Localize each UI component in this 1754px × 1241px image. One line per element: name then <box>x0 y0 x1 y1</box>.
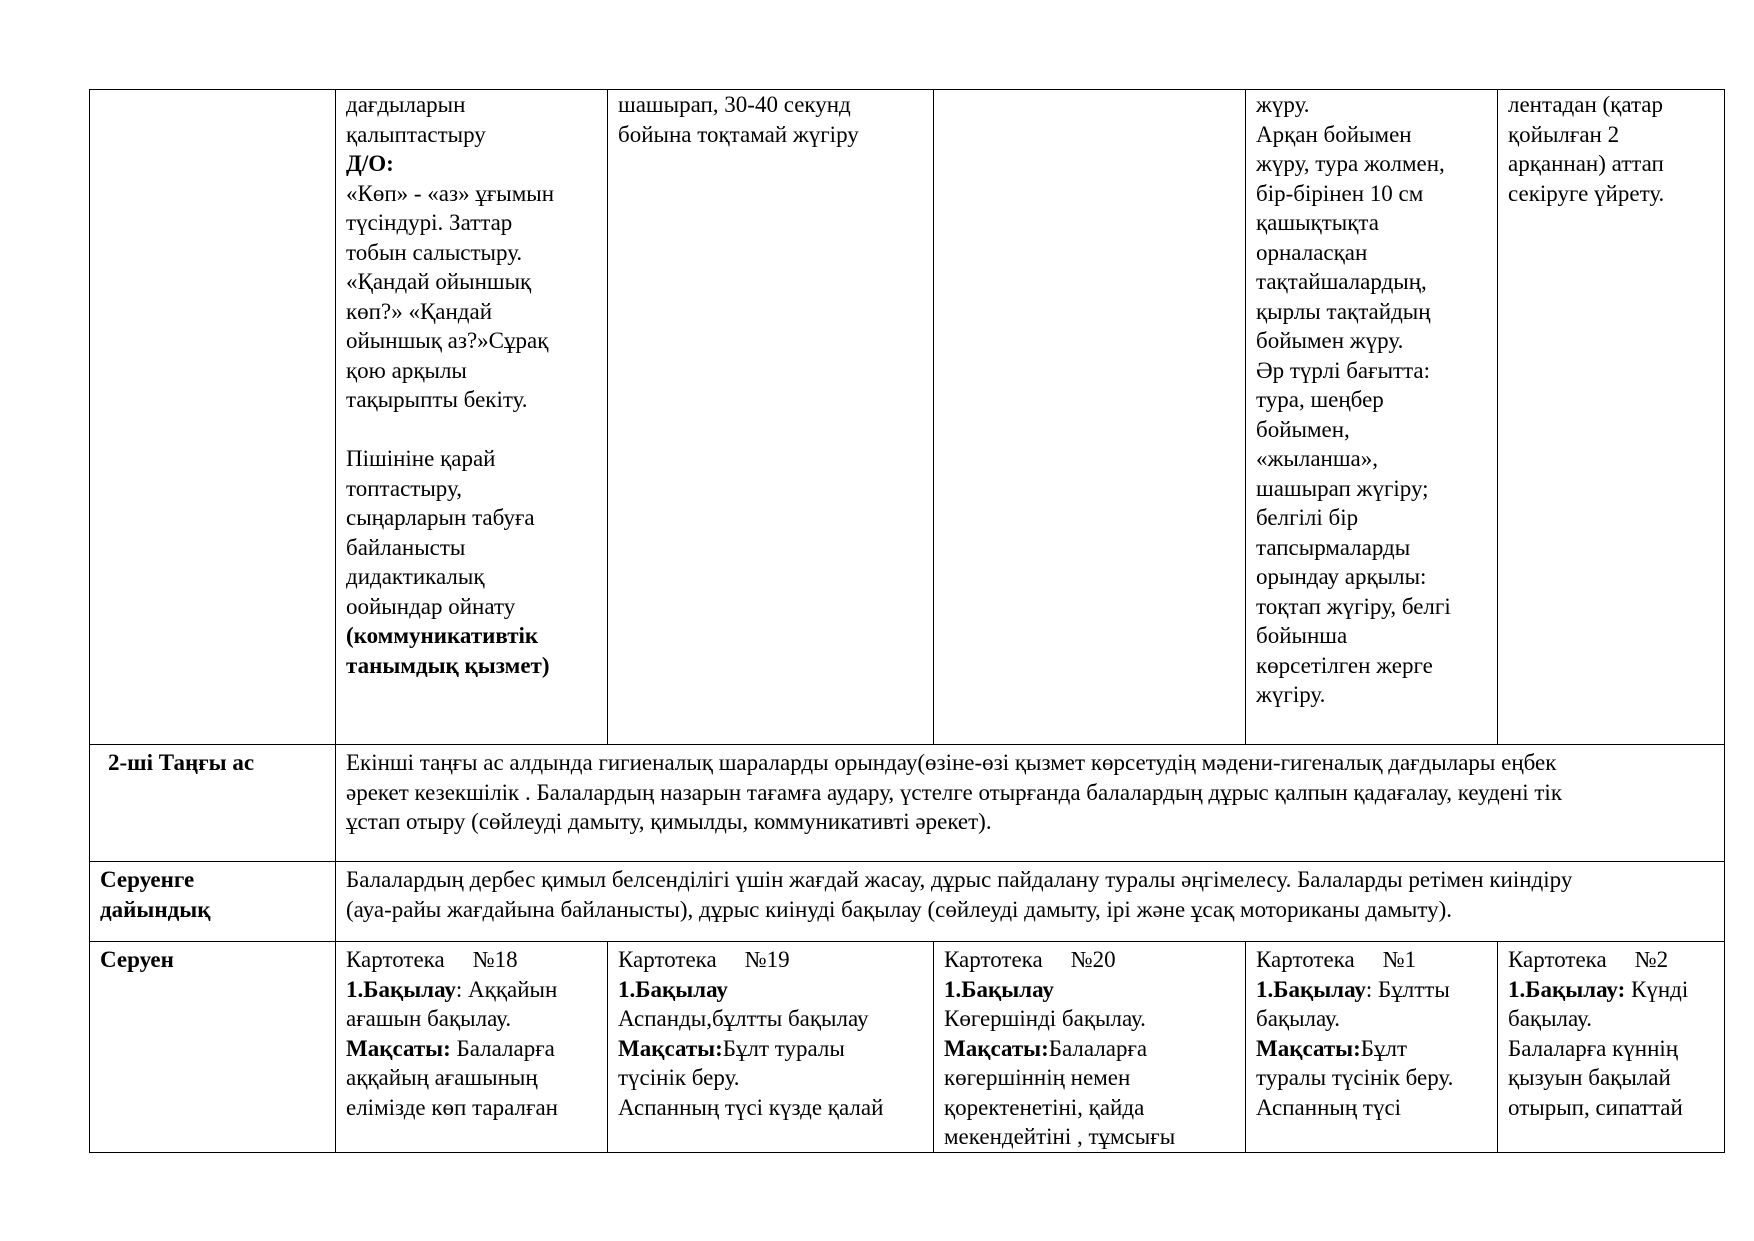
text-line: Пішініне қарай <box>346 446 496 471</box>
text-line: қашықтықта <box>1256 210 1379 235</box>
text-line: көрсетілген жерге <box>1256 652 1433 678</box>
text-line: ойыншық аз?»Сұрақ <box>346 328 549 353</box>
text-line: топтастыру, <box>346 475 462 501</box>
text-line: «Көп» - «аз» ұғымын <box>346 180 555 206</box>
table-row-second-breakfast <box>90 745 1725 862</box>
text-line: бақылау. <box>1256 1006 1341 1031</box>
text-line: байланысты <box>346 534 466 560</box>
text-line: қойылған 2 <box>1508 121 1620 147</box>
cell-walk-card-18 <box>336 942 608 1153</box>
text-line: бір-бірінен 10 см <box>1256 180 1424 206</box>
text-line: дағдыларын <box>346 92 466 117</box>
cell-r1-c2 <box>336 90 608 745</box>
text-line: тақтайшалардың, <box>1256 269 1427 294</box>
text-line: түсінік беру. <box>618 1065 740 1090</box>
text-line: ұстап отыру (сөйлеуді дамыту, қимылды, коммуникативті әрекет). <box>346 809 992 834</box>
text-line: тура, шеңбер <box>1256 387 1384 412</box>
card-header <box>618 945 923 975</box>
cell-r1-c5 <box>1246 90 1498 745</box>
observation-line <box>618 975 923 1005</box>
row-label-second-breakfast: 2-ші Таңғы ас <box>90 745 336 862</box>
observation-label: 1.Бақылау: <box>1508 976 1626 1002</box>
table-row-walk <box>90 942 1725 1153</box>
row-label-empty <box>90 90 336 745</box>
text-line: Көгершінді бақылау. <box>944 1006 1146 1031</box>
text-line: лентадан (қатар <box>1508 92 1663 117</box>
text-line: секіруге үйрету. <box>1508 180 1665 206</box>
text-line: қырлы тақтайдың <box>1256 298 1431 324</box>
cell-r1-c4 <box>934 90 1246 745</box>
goal-text: Балаларға <box>450 1035 555 1061</box>
row-label-walk-preparation <box>90 862 336 942</box>
text-line: Арқан бойымен <box>1256 121 1412 147</box>
text-line: мекендейтіні , тұмсығы <box>944 1124 1176 1149</box>
text-line: бойымен, <box>1256 416 1350 442</box>
text-line: Екінші таңғы ас алдында гигиеналық шараларды орындау(өзіне-өзі қызмет көрсетудің мәдени-гигеналық дағдылары еңбек <box>346 750 1557 775</box>
text-line: бақылау. <box>1508 1006 1593 1031</box>
text-line: Әр түрлі бағытта: <box>1256 357 1431 383</box>
card-number: №2 <box>1634 947 1669 972</box>
text-line: қызуын бақылай <box>1508 1065 1671 1090</box>
cell-walk-preparation-text <box>336 862 1725 942</box>
text-line: орындау арқылы: <box>1256 564 1427 589</box>
card-number: №18 <box>472 947 518 972</box>
text-line: оойындар ойнату <box>346 593 516 619</box>
text-line: Аспанды,бұлтты бақылау <box>618 1006 869 1031</box>
observation-label: 1.Бақылау <box>346 976 456 1002</box>
card-number: №1 <box>1382 947 1417 972</box>
observation-line <box>1508 975 1714 1005</box>
text-line: шашырап, 30-40 секунд <box>618 92 851 117</box>
text-line: бойынша <box>1256 623 1348 648</box>
goal-text: Бұлт <box>1360 1035 1408 1061</box>
card-header <box>944 945 1235 975</box>
text-line: (коммуникативтік <box>346 623 539 648</box>
card-header <box>1508 945 1714 975</box>
text-line: шашырап жүгіру; <box>1256 475 1429 501</box>
cell-walk-card-19 <box>608 942 934 1153</box>
card-title: Картотека <box>944 947 1043 972</box>
observation-line <box>944 975 1235 1005</box>
text-line: түсіндурі. Заттар <box>346 210 513 235</box>
cell-r1-c6 <box>1498 90 1725 745</box>
text-line: аққайың ағашының <box>346 1065 538 1090</box>
text-line: «жыланша», <box>1256 446 1379 471</box>
text-line: сыңарларын табуға <box>346 505 535 530</box>
text-line: туралы түсінік беру. <box>1256 1065 1454 1090</box>
text-line: тобын салыстыру. <box>346 239 523 265</box>
row-label-walk: Серуен <box>90 942 336 1153</box>
goal-text: Балаларға <box>1048 1035 1148 1061</box>
observation-label: 1.Бақылау <box>1256 976 1366 1002</box>
observation-line <box>1256 975 1487 1005</box>
cell-r1-c3 <box>608 90 934 745</box>
text-line: белгілі бір <box>1256 505 1359 530</box>
text-line: әрекет кезекшілік . Балалардың назарын тағамға аудару, үстелге отырғанда балалардың дұрыс қалпын қадағалау, кеудені тік <box>346 779 1562 805</box>
text-line: ағашын бақылау. <box>346 1006 512 1031</box>
cell-walk-card-1 <box>1246 942 1498 1153</box>
goal-label: Мақсаты: <box>618 1035 723 1061</box>
goal-label: Мақсаты: <box>944 1035 1049 1061</box>
card-title: Картотека <box>618 947 717 972</box>
text-line: тоқтап жүгіру, белгі <box>1256 593 1451 619</box>
card-header <box>1256 945 1487 975</box>
observation-text: Күнді <box>1625 976 1689 1002</box>
text-line: Балалардың дербес қимыл белсенділігі үшін жағдай жасау, дұрыс пайдалану туралы әңгімелесу. Балаларды ретімен киіндіру <box>346 867 1573 892</box>
goal-line <box>1256 1034 1487 1064</box>
cell-walk-card-2 <box>1498 942 1725 1153</box>
text-line: Серуенге <box>100 867 195 892</box>
text-line: көгершіннің немен <box>944 1065 1131 1090</box>
text-line: жүгіру. <box>1256 682 1326 707</box>
text-line: дайындық <box>100 896 211 922</box>
observation-line <box>346 975 597 1005</box>
text-line: Балаларға күннің <box>1508 1035 1679 1061</box>
table-row-walk-preparation <box>90 862 1725 942</box>
text-line: қою арқылы <box>346 357 467 383</box>
text-line: жүру, тура жолмен, <box>1256 151 1445 176</box>
text-line: орналасқан <box>1256 239 1368 265</box>
card-header <box>346 945 597 975</box>
goal-text: Бұлт туралы <box>722 1035 845 1061</box>
card-title: Картотека <box>1508 947 1607 972</box>
text-line: елімізде көп таралған <box>346 1094 558 1120</box>
text-line: Аспанның түсі күзде қалай <box>618 1094 884 1120</box>
card-title: Картотека <box>346 947 445 972</box>
card-title: Картотека <box>1256 947 1355 972</box>
table-row-continuation <box>90 90 1725 745</box>
text-line: тапсырмаларды <box>1256 534 1411 560</box>
cell-second-breakfast-text <box>336 745 1725 862</box>
text-line: жүру. <box>1256 92 1310 117</box>
text-line: дидактикалық <box>346 564 485 589</box>
goal-line <box>346 1034 597 1064</box>
text-line: бойына тоқтамай жүгіру <box>618 121 859 147</box>
observation-text: : Бұлтты <box>1365 976 1450 1002</box>
goal-line <box>944 1034 1235 1064</box>
text-line: «Қандай ойыншық <box>346 269 532 294</box>
observation-label: 1.Бақылау <box>944 976 1054 1002</box>
goal-label: Мақсаты: <box>1256 1035 1361 1061</box>
goal-line <box>618 1034 923 1064</box>
text-line: бойымен жүру. <box>1256 328 1404 353</box>
text-line: отырып, сипаттай <box>1508 1094 1683 1120</box>
text-line: арқаннан) аттап <box>1508 151 1664 176</box>
text-line <box>346 415 597 445</box>
text-line: танымдық қызмет) <box>346 652 550 678</box>
text-line: (ауа-райы жағдайына байланысты), дұрыс киінуді бақылау (сөйлеуді дамыту, ірі және ұсақ моториканы дамыту). <box>346 896 1452 922</box>
text-line: көп?» «Қандай <box>346 298 493 324</box>
card-number: №20 <box>1070 947 1116 972</box>
goal-label: Мақсаты: <box>346 1035 451 1061</box>
observation-text: : Аққайын <box>455 976 558 1002</box>
card-number: №19 <box>744 947 790 972</box>
text-line: Д/О: <box>346 151 394 176</box>
daily-plan-table <box>89 89 1725 1153</box>
text-line: қоректенетіні, қайда <box>944 1094 1145 1120</box>
text-line: Аспанның түсі <box>1256 1094 1402 1120</box>
text-line: тақырыпты бекіту. <box>346 387 528 412</box>
observation-label: 1.Бақылау <box>618 976 728 1002</box>
cell-walk-card-20 <box>934 942 1246 1153</box>
text-line: қалыптастыру <box>346 121 486 147</box>
